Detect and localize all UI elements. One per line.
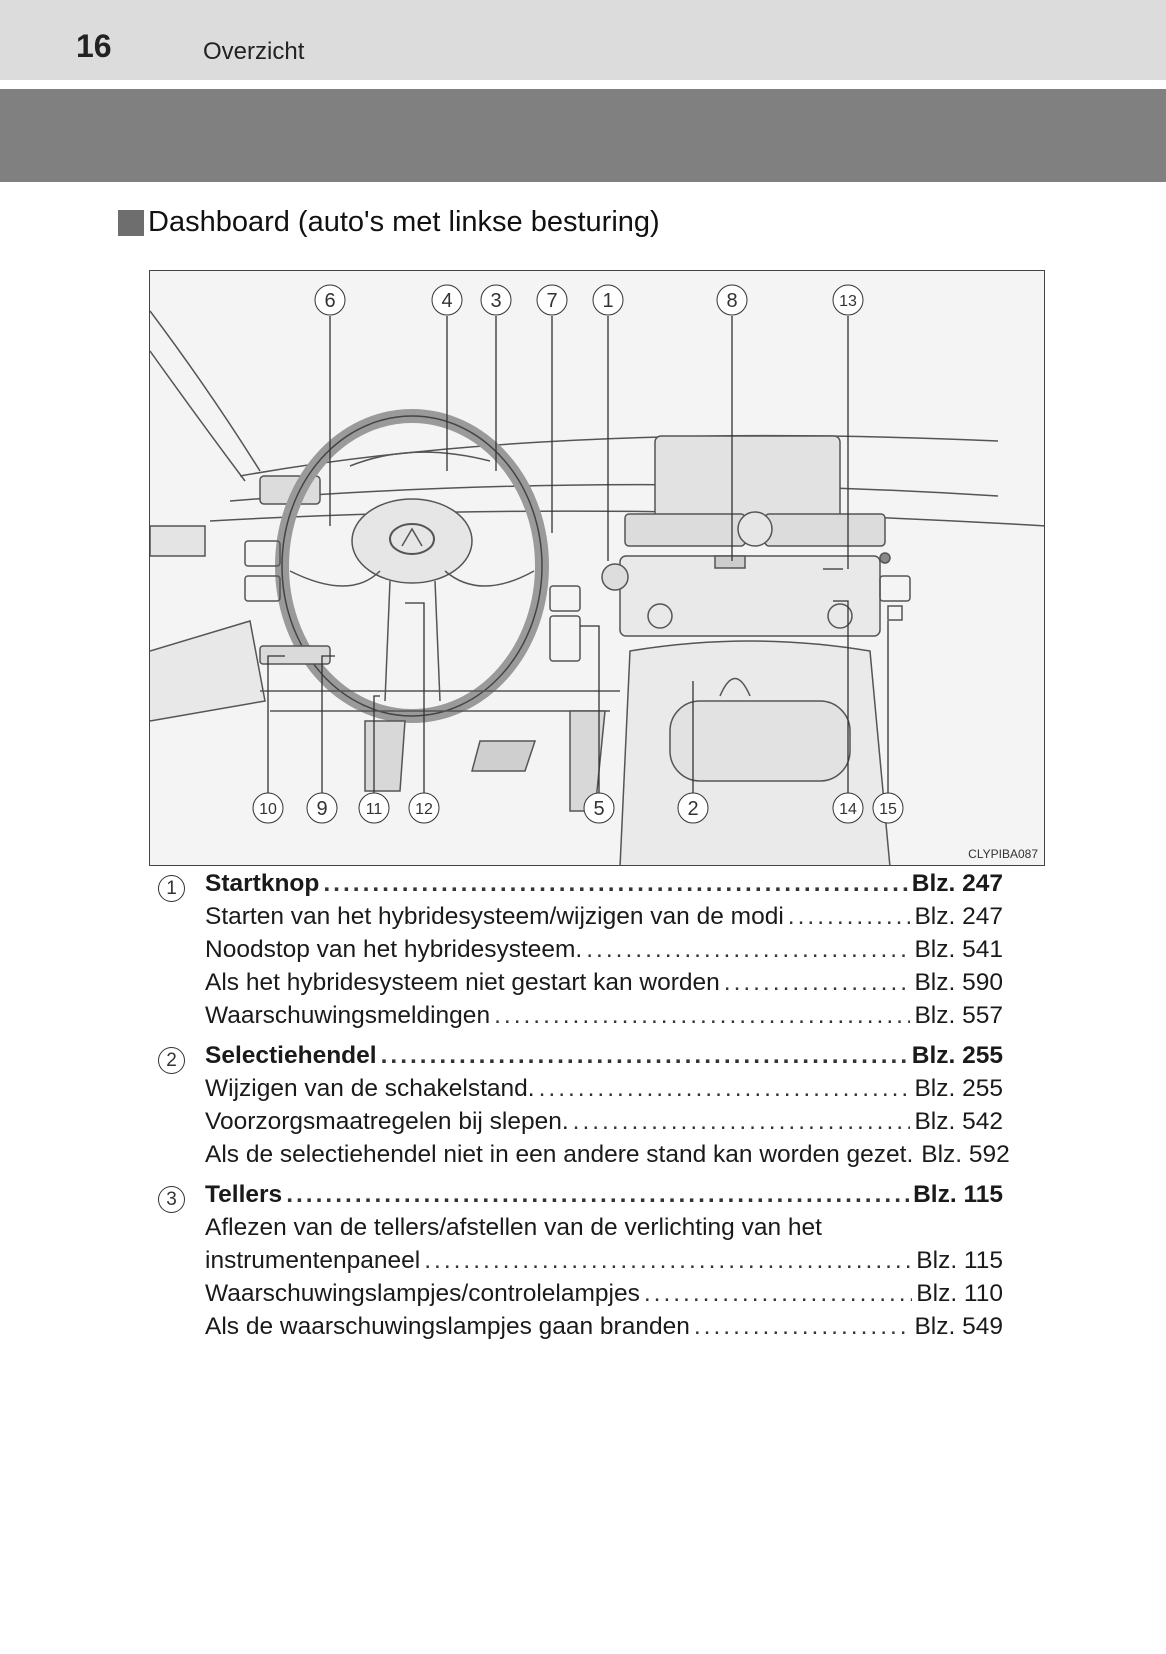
heading-text: Dashboard (auto's met linkse besturing) (148, 206, 660, 238)
entry-title: Startknop (205, 870, 320, 897)
callout-10 (253, 793, 283, 823)
header-bar (0, 0, 1166, 80)
sub-entry-text: Waarschuwingsmeldingen (205, 1002, 491, 1029)
callout-8 (717, 285, 747, 315)
svg-text:7: 7 (546, 290, 558, 312)
sub-entry (205, 1247, 1003, 1280)
section-title: Overzicht (203, 38, 305, 65)
sub-entry-text: instrumentenpaneel (205, 1247, 421, 1274)
sub-entry-page: Blz. 110 (916, 1280, 1003, 1307)
sub-entry (205, 1141, 1010, 1174)
entry-page: Blz. 255 (911, 1042, 1003, 1069)
svg-text:14: 14 (839, 801, 857, 818)
sub-entry-text: Als de selectiehendel niet in een andere stand kan worden gezet. (205, 1141, 914, 1168)
callout-7 (537, 285, 567, 315)
dashboard-figure (149, 270, 1045, 866)
callout-4 (432, 285, 462, 315)
entry-title: Selectiehendel (205, 1042, 377, 1069)
sub-entry-page: Blz. 115 (916, 1247, 1003, 1274)
svg-text:3: 3 (490, 290, 502, 312)
svg-text:4: 4 (441, 290, 453, 312)
sub-entry-page: Blz. 557 (914, 1002, 1003, 1029)
sub-entry-page: Blz. 549 (914, 1313, 1003, 1340)
sub-entry-page: Blz. 247 (914, 903, 1003, 930)
callout-3 (481, 285, 511, 315)
svg-text:6: 6 (324, 290, 336, 312)
callout-5 (584, 793, 614, 823)
sub-entry-intro: Aflezen van de tellers/afstellen van de verlichting van het (205, 1214, 822, 1241)
callout-9 (307, 793, 337, 823)
svg-text:15: 15 (879, 801, 897, 818)
entry-title-line (205, 870, 1003, 903)
svg-text:12: 12 (415, 801, 433, 818)
sub-entry (205, 969, 1003, 1002)
entry-number: 3 (158, 1186, 185, 1213)
callout-13 (833, 285, 863, 315)
figure-code: CLYPIBA087 (968, 847, 1038, 861)
svg-text:13: 13 (839, 293, 857, 310)
callout-1 (593, 285, 623, 315)
sub-entry (205, 903, 1003, 936)
callout-14 (833, 793, 863, 823)
entry-item (158, 1042, 1010, 1174)
svg-text:1: 1 (602, 290, 614, 312)
sub-entry-text: Wijzigen van de schakelstand. (205, 1075, 535, 1102)
entry-number: 2 (158, 1047, 185, 1074)
entry-title: Tellers (205, 1181, 283, 1208)
sub-entry (205, 1002, 1003, 1035)
sub-entry-page: Blz. 542 (914, 1108, 1003, 1135)
sub-entry (205, 936, 1003, 969)
entry-list (158, 870, 1010, 1353)
sub-entry-page: Blz. 592 (921, 1141, 1010, 1168)
entry-page: Blz. 247 (911, 870, 1003, 897)
svg-text:10: 10 (259, 801, 277, 818)
dashboard-illustration (150, 271, 1045, 866)
sub-entry-page: Blz. 541 (914, 936, 1003, 963)
sub-entry (205, 1280, 1003, 1313)
svg-text:9: 9 (316, 798, 328, 820)
callout-11 (359, 793, 389, 823)
entry-item (158, 870, 1003, 1035)
page-heading (118, 206, 660, 239)
entry-number: 1 (158, 875, 185, 902)
svg-text:8: 8 (726, 290, 738, 312)
sub-entry-text: Noodstop van het hybridesysteem. (205, 936, 583, 963)
sub-entry (205, 1108, 1003, 1141)
sub-entry-text: Waarschuwingslampjes/controlelampjes (205, 1280, 640, 1307)
entry-title-line (205, 1181, 1003, 1214)
svg-text:2: 2 (687, 798, 699, 820)
sub-entry-page: Blz. 590 (914, 969, 1003, 996)
sub-entry (205, 1313, 1003, 1346)
sub-entry-text: Als het hybridesysteem niet gestart kan worden (205, 969, 720, 996)
header-gap (0, 80, 1166, 89)
sub-entry-page: Blz. 255 (914, 1075, 1003, 1102)
sub-entry-text: Voorzorgsmaatregelen bij slepen. (205, 1108, 569, 1135)
callout-2 (678, 793, 708, 823)
sub-entry (205, 1075, 1003, 1108)
entry-title-line (205, 1042, 1003, 1075)
sub-entry-text: Als de waarschuwingslampjes gaan branden (205, 1313, 690, 1340)
chapter-band (0, 89, 1166, 182)
heading-square-icon (118, 210, 144, 236)
entry-item (158, 1181, 1003, 1346)
svg-text:5: 5 (593, 798, 605, 820)
page-number: 16 (76, 28, 112, 64)
callout-6 (315, 285, 345, 315)
svg-text:11: 11 (365, 801, 383, 818)
callout-12 (409, 793, 439, 823)
entry-page: Blz. 115 (913, 1181, 1003, 1208)
callout-15 (873, 793, 903, 823)
sub-entry-text: Starten van het hybridesysteem/wijzigen van de modi (205, 903, 784, 930)
